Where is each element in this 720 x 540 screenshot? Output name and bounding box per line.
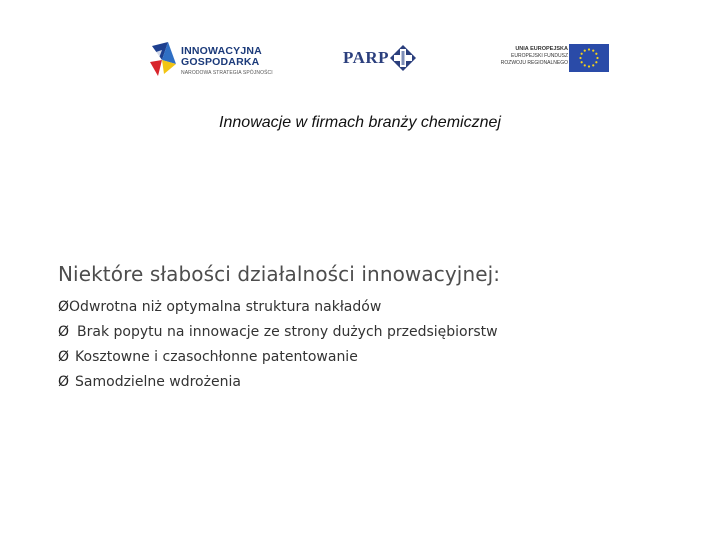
innowacyjna-gospodarka-logo: [148, 40, 278, 80]
bullet-list: [58, 297, 498, 397]
eu-star-icon: [588, 48, 590, 50]
page-subtitle: Innowacje w firmach branży chemicznej: [219, 114, 501, 131]
parp-logo: [343, 44, 421, 72]
arrow-bullet-icon: Ø: [58, 299, 70, 315]
ue-line1: UNIA EUROPEJSKA: [515, 46, 568, 52]
eu-star-icon: [581, 53, 583, 55]
ue-line3: ROZWOJU REGIONALNEGO: [500, 60, 568, 66]
bullet-text: Brak popytu na innowacje ze strony dużych przedsiębiorstw: [77, 324, 498, 340]
ue-line2: EUROPEJSKI FUNDUSZ: [511, 53, 568, 59]
eu-star-icon: [592, 64, 594, 66]
eu-star-icon: [595, 53, 597, 55]
list-item: [58, 372, 498, 397]
bullet-text: Samodzielne wdrożenia: [75, 374, 241, 390]
arrow-bullet-icon: Ø: [58, 324, 70, 340]
arrow-bullet-icon: Ø: [58, 349, 70, 365]
parp-emblem-icon: [389, 44, 417, 72]
list-item: [58, 297, 498, 322]
list-item: [58, 347, 498, 372]
bullet-text: Kosztowne i czasochłonne patentowanie: [75, 349, 358, 365]
ig-title-line1: INNOWACYJNA: [181, 45, 262, 57]
eu-star-icon: [595, 61, 597, 63]
section-heading: Niektóre słabości działalności innowacyjnej:: [58, 262, 501, 286]
eu-star-icon: [579, 57, 581, 59]
arrow-bullet-icon: Ø: [58, 374, 70, 390]
list-item: [58, 322, 498, 347]
ig-title-line2: GOSPODARKA: [181, 56, 260, 68]
eu-star-icon: [584, 50, 586, 52]
eu-star-icon: [588, 65, 590, 67]
eu-flag-icon: [569, 44, 609, 72]
parp-wordmark: PARP: [343, 48, 390, 67]
unia-europejska-logo: [497, 44, 612, 74]
eu-star-icon: [596, 57, 598, 59]
header-logos: [0, 38, 720, 82]
ue-text-block: [501, 46, 568, 67]
eu-star-icon: [581, 61, 583, 63]
ig-emblem-icon: [148, 40, 178, 78]
bullet-text: Odwrotna niż optymalna struktura nakładów: [69, 299, 382, 315]
eu-star-icon: [592, 50, 594, 52]
ig-tagline: NARODOWA STRATEGIA SPÓJNOŚCI: [181, 70, 273, 76]
eu-star-icon: [584, 64, 586, 66]
